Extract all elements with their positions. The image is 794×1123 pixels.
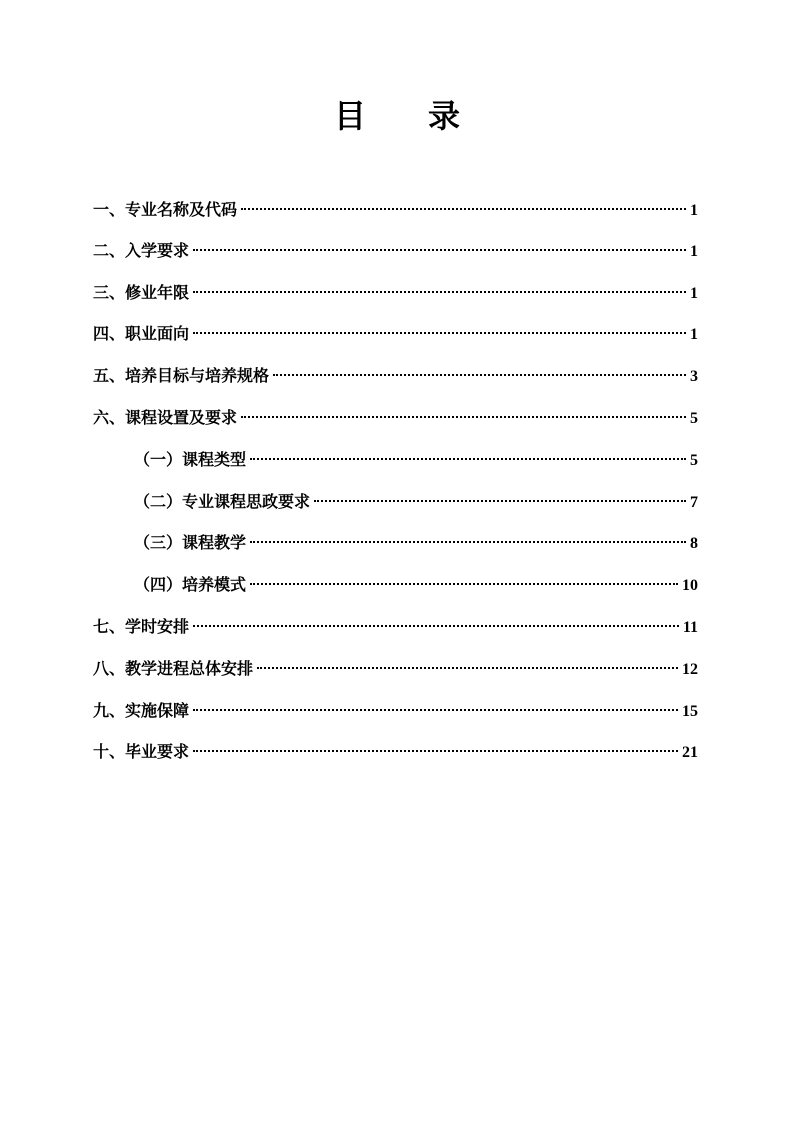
toc-entry-label: 三、修业年限 xyxy=(93,283,190,302)
toc-dot-leader xyxy=(314,500,686,502)
toc-dot-leader xyxy=(241,416,686,418)
toc-dot-leader xyxy=(193,709,678,711)
title-char-1: 目 xyxy=(333,97,366,135)
toc-entry-page: 1 xyxy=(690,202,698,219)
toc-entry-6-1[interactable] xyxy=(134,446,698,474)
toc-entry-8[interactable] xyxy=(93,655,698,683)
toc-entry-7[interactable] xyxy=(93,613,698,641)
toc-entry-6-2[interactable] xyxy=(134,488,698,516)
toc-entry-label: 六、课程设置及要求 xyxy=(93,408,238,427)
toc-dot-leader xyxy=(250,458,686,460)
toc-entry-1[interactable] xyxy=(93,196,698,224)
toc-entry-page: 5 xyxy=(690,452,698,469)
toc-entry-label: 二、入学要求 xyxy=(93,241,190,260)
toc-entry-page: 11 xyxy=(682,619,698,636)
toc-entry-10[interactable] xyxy=(93,738,698,766)
toc-entry-label: 四、职业面向 xyxy=(93,324,190,343)
toc-entry-label: （一）课程类型 xyxy=(134,450,247,469)
toc-entry-page: 21 xyxy=(682,744,698,761)
toc-entry-label: 十、毕业要求 xyxy=(93,742,190,761)
toc-entry-6-4[interactable] xyxy=(134,571,698,599)
toc-dot-leader xyxy=(257,667,678,669)
toc-entry-page: 5 xyxy=(690,410,698,427)
toc-dot-leader xyxy=(250,541,686,543)
toc-dot-leader xyxy=(193,291,686,293)
toc-entry-3[interactable] xyxy=(93,279,698,307)
toc-entry-4[interactable] xyxy=(93,320,698,348)
toc-entry-label: 八、教学进程总体安排 xyxy=(93,659,254,678)
toc-entry-label: （四）培养模式 xyxy=(134,575,247,594)
toc-dot-leader xyxy=(193,625,679,627)
toc-entry-9[interactable] xyxy=(93,697,698,725)
toc-entry-page: 3 xyxy=(690,368,698,385)
toc-entry-page: 8 xyxy=(690,535,698,552)
toc-entry-label: 七、学时安排 xyxy=(93,617,190,636)
toc-entry-page: 1 xyxy=(690,243,698,260)
toc-entry-page: 10 xyxy=(682,577,698,594)
toc-entry-label: （二）专业课程思政要求 xyxy=(134,492,311,511)
toc-entry-page: 15 xyxy=(682,703,698,720)
title-char-2: 录 xyxy=(428,97,461,135)
toc-dot-leader xyxy=(193,750,678,752)
toc-entry-6[interactable] xyxy=(93,404,698,432)
toc-entry-label: （三）课程教学 xyxy=(134,533,247,552)
toc-dot-leader xyxy=(193,249,686,251)
toc-entry-6-3[interactable] xyxy=(134,529,698,557)
toc-entry-2[interactable] xyxy=(93,237,698,265)
toc-entry-5[interactable] xyxy=(93,362,698,390)
toc-entry-label: 九、实施保障 xyxy=(93,701,190,720)
toc-entry-page: 7 xyxy=(690,494,698,511)
toc-entry-page: 1 xyxy=(690,326,698,343)
toc-entry-label: 一、专业名称及代码 xyxy=(93,200,238,219)
toc-dot-leader xyxy=(250,583,678,585)
toc-entry-label: 五、培养目标与培养规格 xyxy=(93,366,270,385)
toc-dot-leader xyxy=(193,332,686,334)
toc-entry-page: 1 xyxy=(690,285,698,302)
toc-dot-leader xyxy=(273,374,686,376)
toc-entry-page: 12 xyxy=(682,661,698,678)
toc-dot-leader xyxy=(241,208,686,210)
